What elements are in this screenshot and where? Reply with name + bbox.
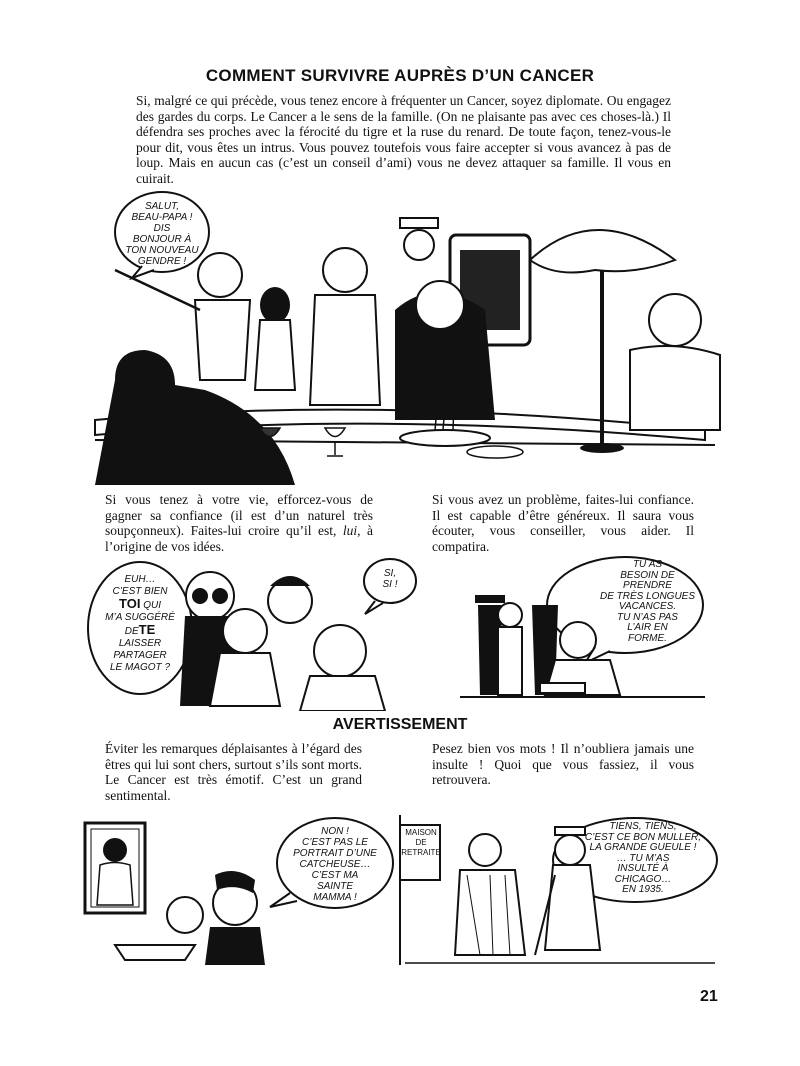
bubble-line: TON NOUVEAU [125, 245, 199, 256]
column-1-text-a: Si vous tenez à votre vie, efforcez-vous de gagner sa confiance (il est d’un naturel très soupçonneux). Faites-lui croire qu’il est, [105, 492, 373, 539]
bubble-line: M’A SUGGÉRÉ [105, 612, 175, 623]
bubble-emphasis: TOI [119, 596, 141, 611]
bubble-mamma-text [280, 826, 390, 903]
bubble-line: LAISSER [118, 638, 162, 649]
retirement-sign-text [401, 828, 441, 858]
bubble-line: SI ! [382, 579, 398, 590]
warning-heading: AVERTISSEMENT [332, 716, 468, 733]
bubble-line [90, 624, 190, 638]
column-1-text-b: , à l’origine de vos idées. [105, 523, 373, 554]
bubble-line: BESOIN DE [620, 569, 675, 581]
bubble-line: BEAU-PAPA ! [131, 212, 193, 223]
bubble-line: TIENS, TIENS, [609, 821, 677, 832]
bubble-line: PORTRAIT D’UNE [293, 848, 377, 859]
bubble-line: EUH… [124, 574, 156, 585]
bubble-line: LE MAGOT ? [109, 662, 170, 673]
bubble-gendre-text [118, 201, 206, 267]
column-1-paragraph [105, 492, 373, 554]
page-number: 21 [700, 988, 718, 1005]
bubble-muller-text [568, 822, 718, 896]
bubble-word: DE [124, 626, 139, 637]
bubble-line: BONJOUR À [132, 234, 192, 245]
bubble-line: C’EST CE BON MULLER, [584, 831, 702, 843]
bubble-line: DIS [153, 223, 171, 234]
bubble-line: SAINTE [316, 881, 354, 892]
bubble-line: CATCHEUSE… [299, 859, 371, 870]
sign-line: RETRAITE [401, 848, 441, 857]
warning-paragraph-1: Éviter les remarques déplaisantes à l’égard des êtres qui lui sont chers, surtout s’ils sont morts. Le Cancer est très émotif. C’est un grand sentimental. [105, 741, 362, 803]
bubble-line: C’EST MA [311, 870, 359, 881]
column-1-emphasis: lui [342, 523, 358, 539]
bubble-word: QUI [143, 600, 161, 611]
bubble-line: DE TRÈS LONGUES [599, 590, 696, 602]
bubble-line: L’AIR EN [627, 622, 668, 633]
bubble-si-text [372, 568, 408, 590]
bubble-line: SALUT, [144, 201, 180, 212]
bubble-line: … TU M’AS [616, 852, 670, 864]
bubble-line: CHICAGO… [614, 873, 672, 885]
bubble-line: PRENDRE [623, 580, 672, 591]
sign-line: MAISON [405, 828, 437, 837]
column-2-paragraph: Si vous avez un problème, faites-lui confiance. Il est capable d’être généreux. Il saura vous écouter, vous conseiller, vous aider. Il compatira. [432, 492, 694, 554]
bubble-line: C’EST BIEN [112, 586, 168, 597]
sign-line: DE [415, 838, 427, 847]
bubble-line: EN 1935. [622, 884, 664, 895]
bubble-line: SI, [383, 568, 397, 579]
bubble-line: FORME. [628, 632, 667, 644]
bubble-vacances-text [580, 560, 715, 644]
bubble-line: PARTAGER [113, 650, 167, 661]
warning-paragraph-2: Pesez bien vos mots ! Il n’oubliera jamais une insulte ! Quoi que vous fassiez, il vous retrouvera. [432, 741, 694, 788]
bubble-line: GENDRE ! [137, 256, 187, 267]
bubble-line: TU AS [632, 559, 663, 570]
bubble-line: C’EST PAS LE [302, 837, 368, 848]
intro-paragraph: Si, malgré ce qui précède, vous tenez encore à fréquenter un Cancer, soyez diplomate. Ou engagez des gardes du corps. Le Cancer a le sens de la famille. (On ne plaisante pas avec ces choses-là.) Il défendra ses proches avec la férocité du tigre et la ruse du renard. De toute façon, tenez-vous-le pour dit, vous êtes un intrus. Vous pouvez toutefois vous faire accepter si vous avancez à pas de loup. Mais en aucun cas (c’est un conseil d’ami) vous ne devez attaquer sa famille. Il vous en cuirait. [136, 93, 671, 186]
bubble-line: NON ! [321, 826, 349, 837]
bubble-line: TU N’AS PAS [617, 611, 678, 623]
bubble-line: VACANCES. [618, 601, 677, 612]
page-title: COMMENT SURVIVRE AUPRÈS D’UN CANCER [205, 66, 595, 85]
bubble-line [90, 598, 190, 612]
bubble-line: INSULTÉ À [617, 863, 669, 874]
bubble-line: LA GRANDE GUEULE ! [589, 842, 697, 853]
bubble-magot-text [90, 574, 190, 674]
bubble-emphasis: TE [138, 622, 156, 637]
bubble-line: MAMMA ! [313, 892, 357, 903]
